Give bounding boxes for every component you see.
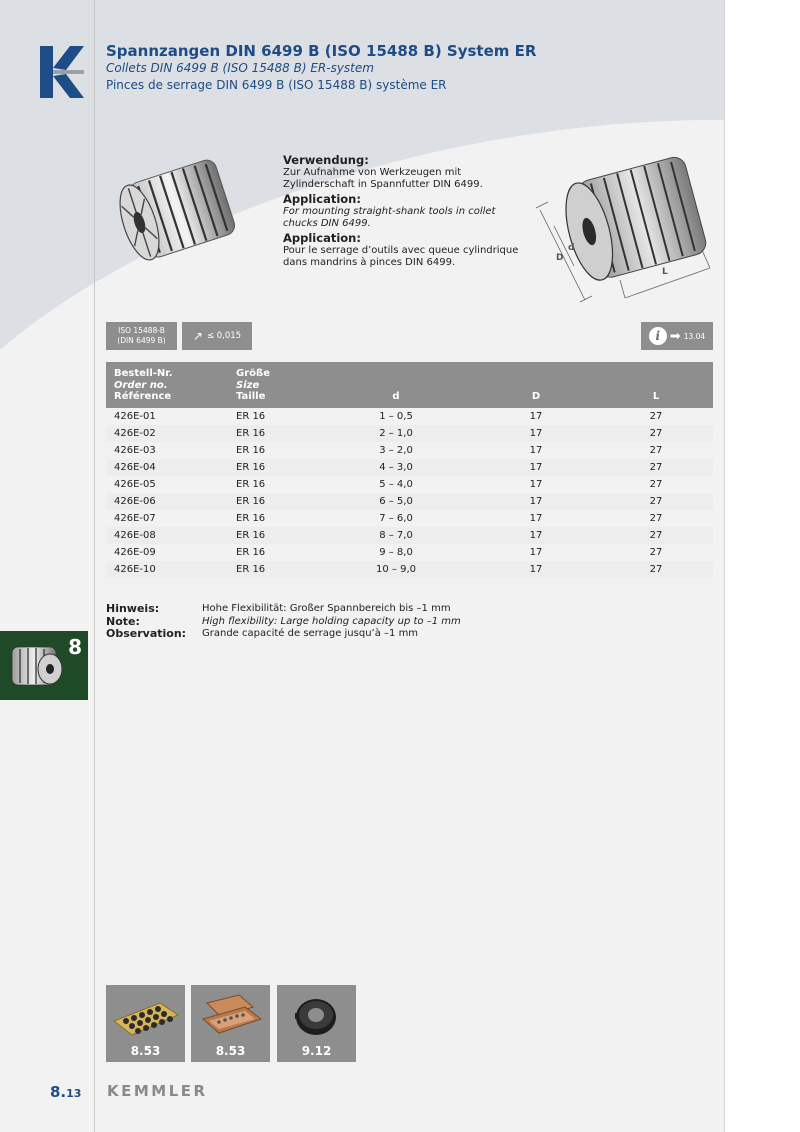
- tolerance-value: ≤ 0,015: [206, 331, 242, 341]
- dim-label-d: d: [568, 243, 575, 253]
- cell-D: 17: [529, 496, 543, 507]
- header-ref-de: Bestell-Nr.: [114, 368, 173, 379]
- usage-heading-en: Application:: [283, 192, 361, 206]
- info-reference-badge[interactable]: [641, 322, 713, 350]
- title-de: Spannzangen DIN 6499 B (ISO 15488 B) System ER: [106, 42, 537, 60]
- header-size-de: Größe: [236, 368, 270, 379]
- table-row[interactable]: [106, 476, 713, 493]
- dimension-drawing: [530, 150, 720, 310]
- dim-label-L: L: [662, 267, 668, 277]
- cell-d: 10 – 9,0: [376, 564, 416, 575]
- runout-arrow-icon: ↗: [192, 329, 203, 343]
- cell-ref: 426E-09: [114, 547, 156, 558]
- product-table: [106, 362, 713, 578]
- cell-L: 27: [649, 411, 663, 422]
- cell-D: 17: [529, 513, 543, 524]
- wooden-box-icon: [195, 989, 266, 1039]
- cell-L: 27: [649, 513, 663, 524]
- table-row[interactable]: [106, 510, 713, 527]
- note-label-fr: Observation:: [106, 627, 187, 640]
- note-label-de: Hinweis:: [106, 602, 160, 615]
- cell-size: ER 16: [236, 479, 266, 490]
- table-row[interactable]: [106, 408, 713, 425]
- cell-d: 1 – 0,5: [379, 411, 413, 422]
- cell-size: ER 16: [236, 513, 266, 524]
- cell-ref: 426E-01: [114, 411, 156, 422]
- iso-standard-badge: [106, 322, 177, 350]
- table-row[interactable]: [106, 527, 713, 544]
- cell-L: 27: [649, 530, 663, 541]
- cell-ref: 426E-10: [114, 564, 156, 575]
- header-ref-en: Order no.: [114, 379, 168, 391]
- related-product-clamping-nut[interactable]: [277, 985, 356, 1062]
- cell-D: 17: [529, 564, 543, 575]
- related-product-wooden-box[interactable]: [191, 985, 270, 1062]
- cell-d: 3 – 2,0: [379, 445, 413, 456]
- header-L: L: [652, 391, 660, 402]
- header-d: d: [392, 391, 400, 402]
- usage-text-de: Zur Aufnahme von Werkzeugen mit Zylinderschaft in Spannfutter DIN 6499.: [283, 167, 483, 190]
- chapter-number: 8: [68, 635, 82, 659]
- cell-d: 6 – 5,0: [379, 496, 413, 507]
- tolerance-badge: [182, 322, 252, 350]
- cell-L: 27: [649, 564, 663, 575]
- collet-thumbnail-icon: [6, 639, 64, 691]
- header-size-en: Size: [236, 379, 260, 391]
- cell-D: 17: [529, 462, 543, 473]
- cell-d: 8 – 7,0: [379, 530, 413, 541]
- info-icon: i: [649, 327, 667, 345]
- cell-d: 9 – 8,0: [379, 547, 413, 558]
- page-number-main: 8.: [50, 1083, 67, 1101]
- thumb-label-3: 9.12: [301, 1044, 332, 1058]
- cell-size: ER 16: [236, 564, 266, 575]
- thumb-label-2: 8.53: [215, 1044, 246, 1058]
- cell-L: 27: [649, 496, 663, 507]
- table-header: [106, 362, 713, 408]
- usage-heading-de: Verwendung:: [283, 153, 369, 167]
- note-text-fr: Grande capacité de serrage jusqu’à –1 mm: [202, 628, 419, 639]
- note-text-de: Hohe Flexibilität: Großer Spannbereich bis –1 mm: [202, 603, 451, 614]
- thumb-label-1: 8.53: [130, 1044, 161, 1058]
- cell-d: 2 – 1,0: [379, 428, 413, 439]
- brand-name: KEMMLER: [107, 1082, 208, 1100]
- cell-ref: 426E-08: [114, 530, 156, 541]
- title-fr: Pinces de serrage DIN 6499 B (ISO 15488 B) système ER: [106, 78, 447, 92]
- cell-D: 17: [529, 530, 543, 541]
- collet-set-icon: [110, 989, 181, 1039]
- cell-size: ER 16: [236, 547, 266, 558]
- iso-badge-line1: ISO 15488-B: [118, 326, 165, 335]
- table-row[interactable]: [106, 459, 713, 476]
- usage-text-fr: Pour le serrage d’outils avec queue cylindrique dans mandrins à pinces DIN 6499.: [283, 245, 519, 268]
- margin-line-right: [724, 0, 725, 1132]
- header-D: D: [531, 391, 541, 402]
- usage-heading-fr: Application:: [283, 231, 361, 245]
- info-reference-page: 13.04: [683, 331, 706, 341]
- cell-D: 17: [529, 428, 543, 439]
- cell-d: 5 – 4,0: [379, 479, 413, 490]
- header-ref-fr: Référence: [114, 391, 172, 402]
- related-product-collet-set[interactable]: [106, 985, 185, 1062]
- cell-ref: 426E-07: [114, 513, 156, 524]
- cell-ref: 426E-05: [114, 479, 156, 490]
- title-en: Collets DIN 6499 B (ISO 15488 B) ER-system: [106, 61, 374, 75]
- cell-size: ER 16: [236, 530, 266, 541]
- page-title: [106, 43, 536, 94]
- cell-d: 4 – 3,0: [379, 462, 413, 473]
- cell-D: 17: [529, 547, 543, 558]
- cell-L: 27: [649, 445, 663, 456]
- margin-line-left: [94, 0, 95, 1132]
- usage-section: [283, 152, 523, 269]
- cell-L: 27: [649, 428, 663, 439]
- page-number-sub: 13: [66, 1087, 82, 1100]
- cell-size: ER 16: [236, 462, 266, 473]
- clamping-nut-icon: [281, 989, 352, 1039]
- kemmler-logo-icon: [40, 46, 84, 98]
- chapter-tab[interactable]: [0, 631, 88, 700]
- cell-size: ER 16: [236, 496, 266, 507]
- cell-L: 27: [649, 462, 663, 473]
- cell-D: 17: [529, 411, 543, 422]
- cell-ref: 426E-03: [114, 445, 156, 456]
- cell-size: ER 16: [236, 411, 266, 422]
- table-row[interactable]: [106, 493, 713, 510]
- cell-ref: 426E-04: [114, 462, 156, 473]
- cell-L: 27: [649, 479, 663, 490]
- table-row[interactable]: [106, 442, 713, 459]
- cell-D: 17: [529, 479, 543, 490]
- page-number: [50, 1083, 81, 1101]
- table-row[interactable]: [106, 425, 713, 442]
- collet-photo: [100, 150, 250, 275]
- cell-d: 7 – 6,0: [379, 513, 413, 524]
- arrow-right-icon: ➡: [669, 328, 681, 344]
- iso-badge-line2: (DIN 6499 B): [117, 336, 166, 345]
- cell-D: 17: [529, 445, 543, 456]
- cell-size: ER 16: [236, 428, 266, 439]
- cell-ref: 426E-02: [114, 428, 156, 439]
- table-row[interactable]: [106, 561, 713, 578]
- table-body: [106, 408, 713, 578]
- cell-L: 27: [649, 547, 663, 558]
- usage-text-en: For mounting straight-shank tools in collet chucks DIN 6499.: [283, 206, 496, 229]
- header-size-fr: Taille: [236, 391, 266, 402]
- note-label-en: Note:: [106, 614, 140, 628]
- cell-size: ER 16: [236, 445, 266, 456]
- note-text-en: High flexibility: Large holding capacity up to –1 mm: [202, 615, 461, 627]
- cell-ref: 426E-06: [114, 496, 156, 507]
- table-row[interactable]: [106, 544, 713, 561]
- dim-label-D: D: [556, 253, 564, 263]
